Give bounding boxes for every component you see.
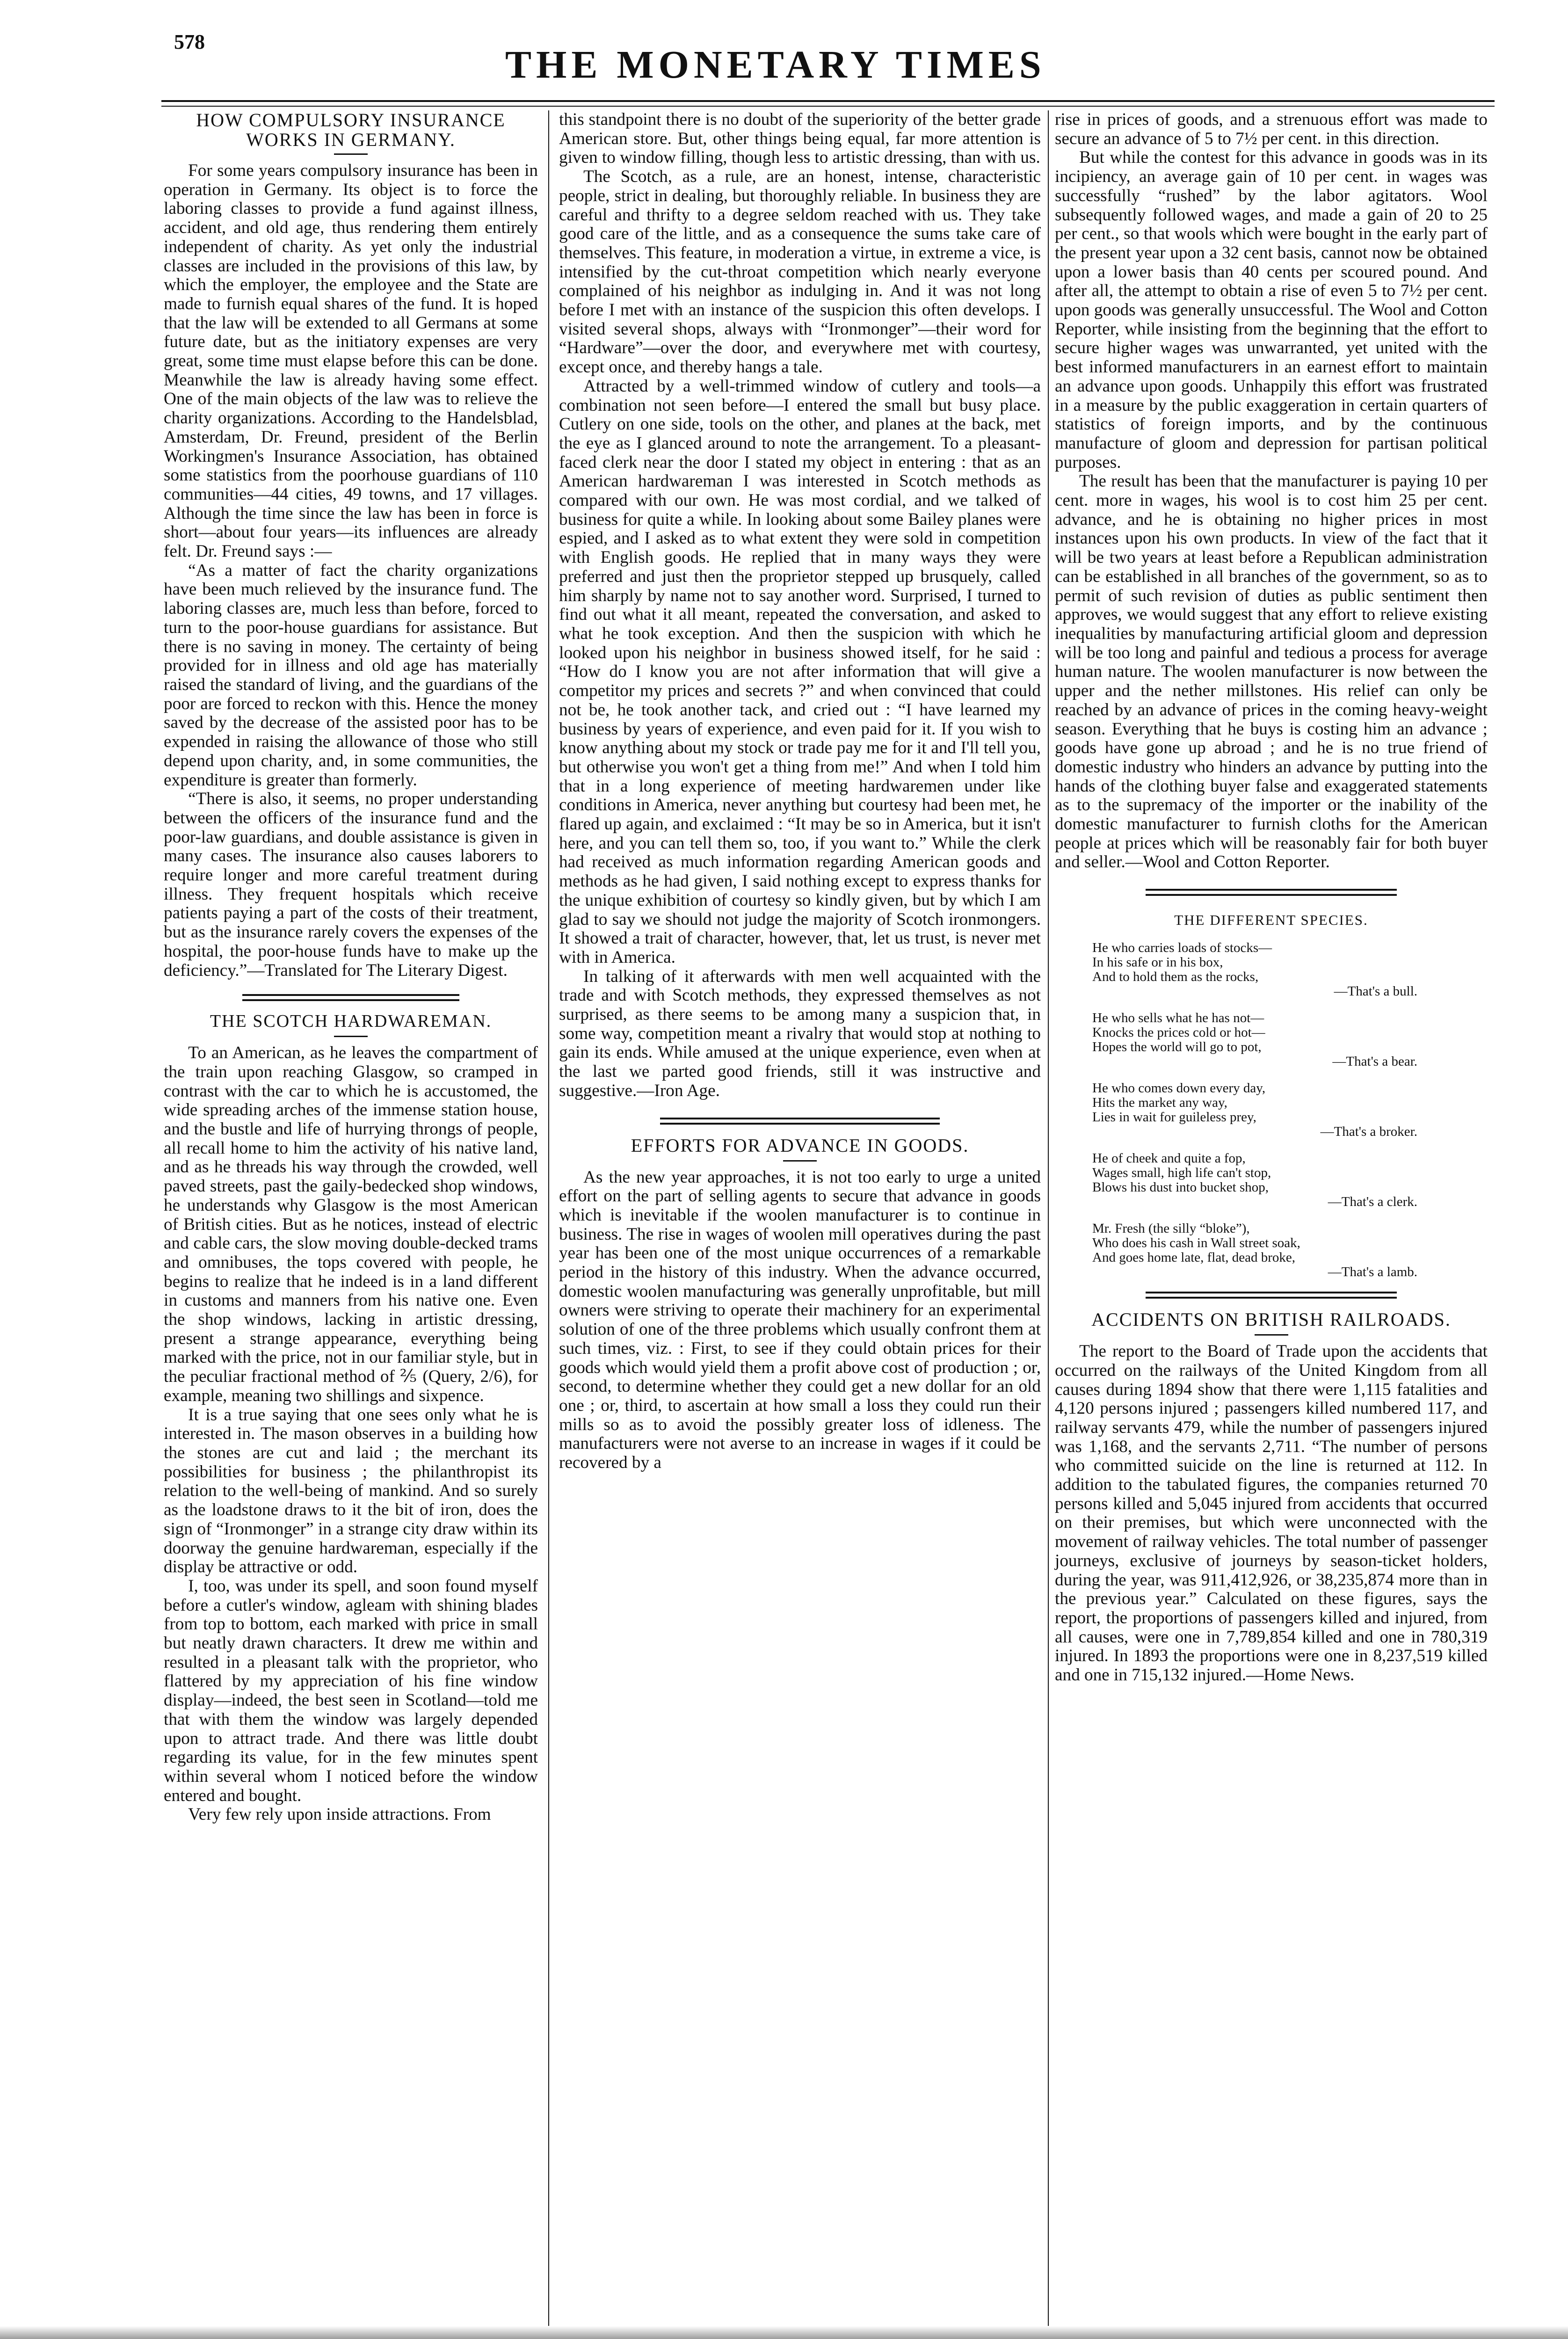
- article-paragraph: “As a matter of fact the charity organizations have been much relieved by the insurance fund. The laboring classes are, much less than before, forced to turn to the poor-house guardians for assistance. But there is no saving in money. The certainty of being provided for in illness and old age has materially raised the standard of living, and the guardians of the poor are forced to reckon with this. Hence the money saved by the decrease of the assisted poor has to be expended in raising the allowance of those who still depend upon charity, and, in some communities, the expenditure is greater than formerly.: [164, 560, 538, 790]
- poem-line: Hopes the world will go to pot,: [1092, 1039, 1262, 1055]
- article-paragraph: For some years compulsory insurance has been in operation in Germany. Its object is to force the laboring classes to provide a fund against illness, accident, and old age, thus rendering them entirely independent of charity. As yet only the industrial classes are included in the provisions of this law, by which the employer, the employee and the State are made to furnish equal shares of the fund. It is hoped that the law will be extended to all Germans at some future date, but as the initiatory expenses are very great, some time must elapse before this can be done. Meanwhile the law is already having some effect. One of the main objects of the law was to relieve the charity organizations. According to the Handelsblad, Amsterdam, Dr. Freund, president of the Berlin Workingmen's Insurance Association, has obtained some statistics from the poorhouse guardians of 110 communities—44 cities, 49 towns, and 17 villages. Although the time since the law has been in force is short—about four years—its influences are already felt. Dr. Freund says :—: [164, 161, 538, 561]
- article-paragraph: As the new year approaches, it is not too early to urge a united effort on the part of selling agents to secure that advance in goods which is inevitable if the woolen manufacturer is to continue in business. The rise in wages of woolen mill operatives during the past year has been one of the most unique occurrences of a remarkable period in the history of this industry. When the advance occurred, domestic woolen manufacturing was generally unprofitable, but mill owners were striving to operate their machinery for an experimental solution of one of the three problems which usually confront them at such times, viz. : First, to see if they could obtain prices for their goods which would yield them a profit above cost of production ; or, second, to determine whether they could get a new dollar for an old one ; or, third, to ascertain at how small a loss they could run their mills so as to avoid the possibly greater loss of idleness. The manufacturers were not averse to an increase in wages if it could be recovered by a: [559, 1167, 1041, 1473]
- article-paragraph: Very few rely upon inside attractions. From: [188, 1805, 491, 1824]
- column-1: [164, 110, 538, 1824]
- article-title: ACCIDENTS ON BRITISH RAILROADS.: [1091, 1309, 1451, 1330]
- section-divider: [1146, 889, 1397, 896]
- article-paragraph: The result has been that the manufacturer is paying 10 per cent. more in wages, his wool is to cost him 25 per cent. advance, and he is obtaining no higher prices in most instances upon his own products. In view of the fact that it will be two years at least before a Republican administration can be established in all branches of the government, so as to permit of such revision of duties as public sentiment then approves, we would suggest that any effort to relieve existing inequalities by manufacturing artificial gloom and depression will be too long and painful and tedious a process for average human nature. The woolen manufacturer is now between the upper and the nether millstones. His relief can only be reached by an advance of prices in the coming heavy-weight season. Everything that he buys is costing him an advance ; goods have gone up abroad ; and he is no true friend of domestic industry who hinders an advance by putting into the hands of the clothing buyer false and exaggerated statements as to the supremacy of the importer or the inability of the domestic manufacturer to furnish cloths for the American people at prices which will be reasonably fair for both buyer and seller.—Wool and Cotton Reporter.: [1055, 472, 1488, 872]
- section-divider: [1146, 1292, 1397, 1299]
- article-paragraph: this standpoint there is no doubt of the superiority of the better grade American store. But, other things being equal, far more attention is given to window filling, though less to artistic dressing, than with us.: [559, 110, 1041, 167]
- poem-stanza: [1092, 1011, 1488, 1069]
- poem-line: Lies in wait for guileless prey,: [1092, 1110, 1256, 1125]
- poem-line: And goes home late, flat, dead broke,: [1092, 1250, 1296, 1265]
- poem-attribution: —That's a lamb.: [1328, 1264, 1417, 1280]
- article-paragraph: Attracted by a well-trimmed window of cutlery and tools—a combination not seen before—I entered the small but busy place. Cutlery on one side, tools on the other, and planes at the back, met the eye as I glanced around to note the arrangement. To a pleasant-faced clerk near the door I stated my object in entering : that as an American hardwareman I was interested in Scotch methods as compared with our own. He was most cordial, and we talked of business for quite a while. In looking about some Bailey planes were espied, and I asked as to what extent they were sold in competition with English goods. He replied that in many ways they were preferred and just then the proprietor stepped up brusquely, called him sharply by name not to say another word. Surprised, I turned to find out what it all meant, repeated the conversation, and asked to what he took exception. And then the suspicion with which he looked upon his neighbor in business showed itself, for he said : “How do I know you are not after information that will give a competitor my prices and secrets ?” and when convinced that could not be, he took another tack, and cried out : “I have learned my business by years of experience, and even paid for it. If you wish to know anything about my stock or trade pay me for it and I'll tell you, but otherwise you won't get a thing from me!” And when I told him that in a long experience of meeting hardwaremen under like conditions in America, never anything but courtesy had been met, he flared up again, and exclaimed : “It may be so in America, but it isn't here, and you can tell them so, too, if you want to.” While the clerk had received as much information regarding American goods and methods as he had given, I said nothing except to express thanks for the unique exhibition of courtesy so kindly given, but by which I am glad to say we should not judge the majority of Scotch ironmongers. It showed a trait of character, however, that, let us trust, is never met with in America.: [559, 376, 1041, 967]
- title-rule: [1255, 1334, 1288, 1336]
- article-paragraph: The Scotch, as a rule, are an honest, intense, characteristic people, strict in dealing, but thoroughly reliable. In business they are careful and thrifty to a degree seldom reached with us. They take good care of the little, and as a consequence the sums take care of themselves. This feature, in moderation a virtue, in extreme a vice, is intensified by the cut-throat competition which nearly everyone complained of his neighbor as indulging in. And it was not long before I met with an instance of the suspicion this often develops. I visited several shops, always with “Ironmonger”—their word for “Hardware”—over the door, and everywhere met with courtesy, except once, and thereby hangs a tale.: [559, 167, 1041, 377]
- poem-stanza: [1092, 1221, 1488, 1279]
- poem-attribution: —That's a bull.: [1334, 984, 1417, 999]
- column-2: [559, 110, 1041, 1473]
- article-paragraph: In talking of it afterwards with men well acquainted with the trade and with Scotch methods, they expressed themselves as not surprised, as there seems to be among many a suspicion that, in some way, competition meant a rivalry that would stop at nothing to gain its ends. While amused at the unique experience, even when at the last we parted good friends, still it was instructive and suggestive.—Iron Age.: [559, 966, 1041, 1100]
- poem-title: THE DIFFERENT SPECIES.: [1174, 912, 1368, 929]
- poem-line: He who sells what he has not—: [1092, 1010, 1264, 1026]
- poem-stanza: [1092, 1151, 1488, 1209]
- poem-attribution: —That's a broker.: [1320, 1124, 1417, 1140]
- poem-line: Hits the market any way,: [1092, 1095, 1227, 1111]
- section-divider: [242, 994, 459, 1001]
- masthead: THE MONETARY TIMES: [505, 43, 1046, 87]
- header-rule: [161, 100, 1495, 102]
- poem-line: He who carries loads of stocks—: [1092, 940, 1272, 956]
- article-paragraph: “There is also, it seems, no proper understanding between the officers of the insurance fund and the poor-law guardians, and double assistance is given in many cases. The insurance also causes laborers to require longer and more careful treatment during illness. They frequent hospitals which receive patients paying a part of the costs of their treatment, but as the insurance rarely covers the expenses of the hospital, the poor-house funds have to make up the deficiency.”—Translated for The Literary Digest.: [164, 789, 538, 980]
- poem-attribution: —That's a clerk.: [1328, 1194, 1417, 1210]
- poem-stanza: [1092, 941, 1488, 999]
- title-rule: [334, 153, 368, 155]
- article-title: EFFORTS FOR ADVANCE IN GOODS.: [631, 1134, 969, 1156]
- page-number: 578: [174, 30, 205, 53]
- header-rule-thin: [161, 106, 1495, 107]
- column-divider: [548, 110, 549, 2339]
- poem-line: Who does his cash in Wall street soak,: [1092, 1235, 1300, 1251]
- poem-attribution: —That's a bear.: [1332, 1054, 1417, 1069]
- article-title: HOW COMPULSORY INSURANCE WORKS IN GERMANY.: [196, 109, 506, 150]
- poem-stanza: [1092, 1081, 1488, 1139]
- article-title: THE SCOTCH HARDWAREMAN.: [210, 1011, 492, 1031]
- article-paragraph: It is a true saying that one sees only what he is interested in. The mason observes in a building how the stones are cut and laid ; the merchant its possibilities for business ; the philanthropist its relation to the well-being of mankind. And so surely as the loadstone draws to it the bit of iron, does the sign of “Ironmonger” in a strange city draw within its doorway the genuine hardwareman, especially if the display be attractive or odd.: [164, 1405, 538, 1577]
- poem-line: He who comes down every day,: [1092, 1081, 1266, 1096]
- poem-line: He of cheek and quite a fop,: [1092, 1151, 1246, 1166]
- column-3: [1055, 110, 1488, 1685]
- poem-line: Blows his dust into bucket shop,: [1092, 1180, 1269, 1195]
- article-paragraph: To an American, as he leaves the compartment of the train upon reaching Glasgow, so cramped in contrast with the car to which he is accustomed, the wide spreading arches of the immense station house, and the bustle and life of hurrying throngs of people, all recall home to him the activity of his native land, and as he threads his way through the crowded, well paved streets, past the gaily-bedecked shop windows, he understands why Glasgow is the most American of British cities. But as he notices, instead of electric and cable cars, the slow moving double-decked trams and omnibuses, the tops covered with people, he begins to realize that he indeed is in a land different in customs and manners from his native one. Even the shop windows, lacking in artistic dressing, present a strange appearance, everything being marked with the price, not in our familiar style, but in the peculiar fractional method of ⅖ (Query, 2/6), for example, meaning two shillings and sixpence.: [164, 1043, 538, 1405]
- column-divider: [1048, 110, 1049, 2339]
- section-divider: [660, 1118, 939, 1125]
- article-paragraph: But while the contest for this advance in goods was in its incipiency, an average gain of 10 per cent. in wages was successfully “rushed” by the labor agitators. Wool subsequently followed wages, and made a gain of 20 to 25 per cent., so that wools which were bought in the early part of the present year upon a 32 cent basis, cannot now be obtained upon a lower basis than 40 cents per scoured pound. And after all, the attempt to obtain a rise of even 5 to 7½ per cent. upon goods was generally unsuccessful. The Wool and Cotton Reporter, while insisting from the beginning that the effort to secure higher wages was unwarranted, yet united with the best informed manufacturers in an earnest effort to maintain an advance upon goods. Unhappily this effort was frustrated in a measure by the public exaggeration in certain quarters of statistics of foreign imports, and by the continuous manufacture of gloom and depression for partisan political purposes.: [1055, 148, 1488, 472]
- article-paragraph: I, too, was under its spell, and soon found myself before a cutler's window, agleam with shining blades from top to bottom, each marked with price in small but neatly drawn characters. It drew me within and resulted in a pleasant talk with the proprietor, who flattered by my appreciation of his fine window display—indeed, the best seen in Scotland—told me that with them the window was largely depended upon to attract trade. And there was little doubt regarding its value, for in the few minutes spent within several whom I noticed before the window entered and bought.: [164, 1576, 538, 1805]
- poem-line: In his safe or in his box,: [1092, 955, 1223, 970]
- poem-line: And to hold them as the rocks,: [1092, 969, 1259, 985]
- article-paragraph: rise in prices of goods, and a strenuous effort was made to secure an advance of 5 to 7½ per cent. in this direction.: [1055, 110, 1488, 148]
- title-rule: [334, 1036, 368, 1037]
- poem-line: Knocks the prices cold or hot—: [1092, 1025, 1265, 1040]
- poem-line: Wages small, high life can't stop,: [1092, 1165, 1271, 1181]
- scan-bottom-edge: [0, 2326, 1568, 2339]
- title-rule: [783, 1160, 817, 1162]
- poem: [1055, 941, 1488, 1279]
- poem-line: Mr. Fresh (the silly “bloke”),: [1092, 1221, 1250, 1236]
- article-paragraph: The report to the Board of Trade upon the accidents that occurred on the railways of the United Kingdom from all causes during 1894 show that there were 1,115 fatalities and 4,120 persons injured ; passengers killed numbered 117, and railway servants 479, while the number of passengers injured was 1,168, and the servants 2,711. “The number of persons who committed suicide on the line is returned at 112. In addition to the tabulated figures, the companies returned 70 persons killed and 5,045 injured from accidents that occurred on their premises, but which were unconnected with the movement of railway vehicles. The total number of passenger journeys, exclusive of journeys by season-ticket holders, during the year, was 911,412,926, or 38,235,874 more than in the previous year.” Calculated on these figures, says the report, the proportions of passengers killed and injured, from all causes, were one in 7,789,854 killed and one in 780,319 injured. In 1893 the proportions were one in 8,237,519 killed and one in 715,132 injured.—Home News.: [1055, 1342, 1488, 1685]
